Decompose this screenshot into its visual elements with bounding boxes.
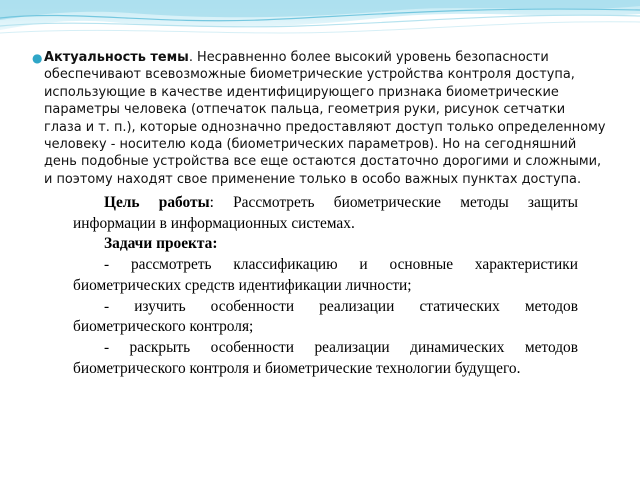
task-item-1: - рассмотреть классификацию и основные характеристики биометрических средств идентификации личности; [73, 256, 578, 294]
relevance-text: . Несравненно более высокий уровень безопасности обеспечивают всевозможные биометрические устройства контроля доступа, использующие в качестве идентифицирующего признака биометрические параметры человека (отпечаток пальца, геометрия руки, рисунок сетчатки глаза и т. п.), которые однозначно предоставляют доступ только определенному человеку - носителю кода (биометрических параметров). Но на сегодняшний день подобные устройства все еще остаются достаточно дорогими и сложными, и поэтому находят свое применение только в особо важных пунктах доступа. [44, 50, 606, 187]
task-item-2: - изучить особенности реализации статических методов биометрического контроля; [73, 297, 578, 336]
goal-paragraph [73, 193, 578, 234]
goals-section [73, 193, 578, 379]
task-item-3: - раскрыть особенности реализации динамических методов биометрического контроля и биометрические технологии будущего. [73, 338, 578, 377]
tasks-heading: Задачи проекта: [104, 235, 218, 253]
goal-label: Цель работы [104, 194, 210, 211]
goal-text: : Рассмотреть биометрические методы защиты информации в информационных системах. [73, 194, 578, 232]
relevance-title: Актуальность темы [44, 50, 189, 65]
relevance-paragraph [32, 49, 606, 188]
bullet-dot-icon: ● [32, 51, 43, 65]
